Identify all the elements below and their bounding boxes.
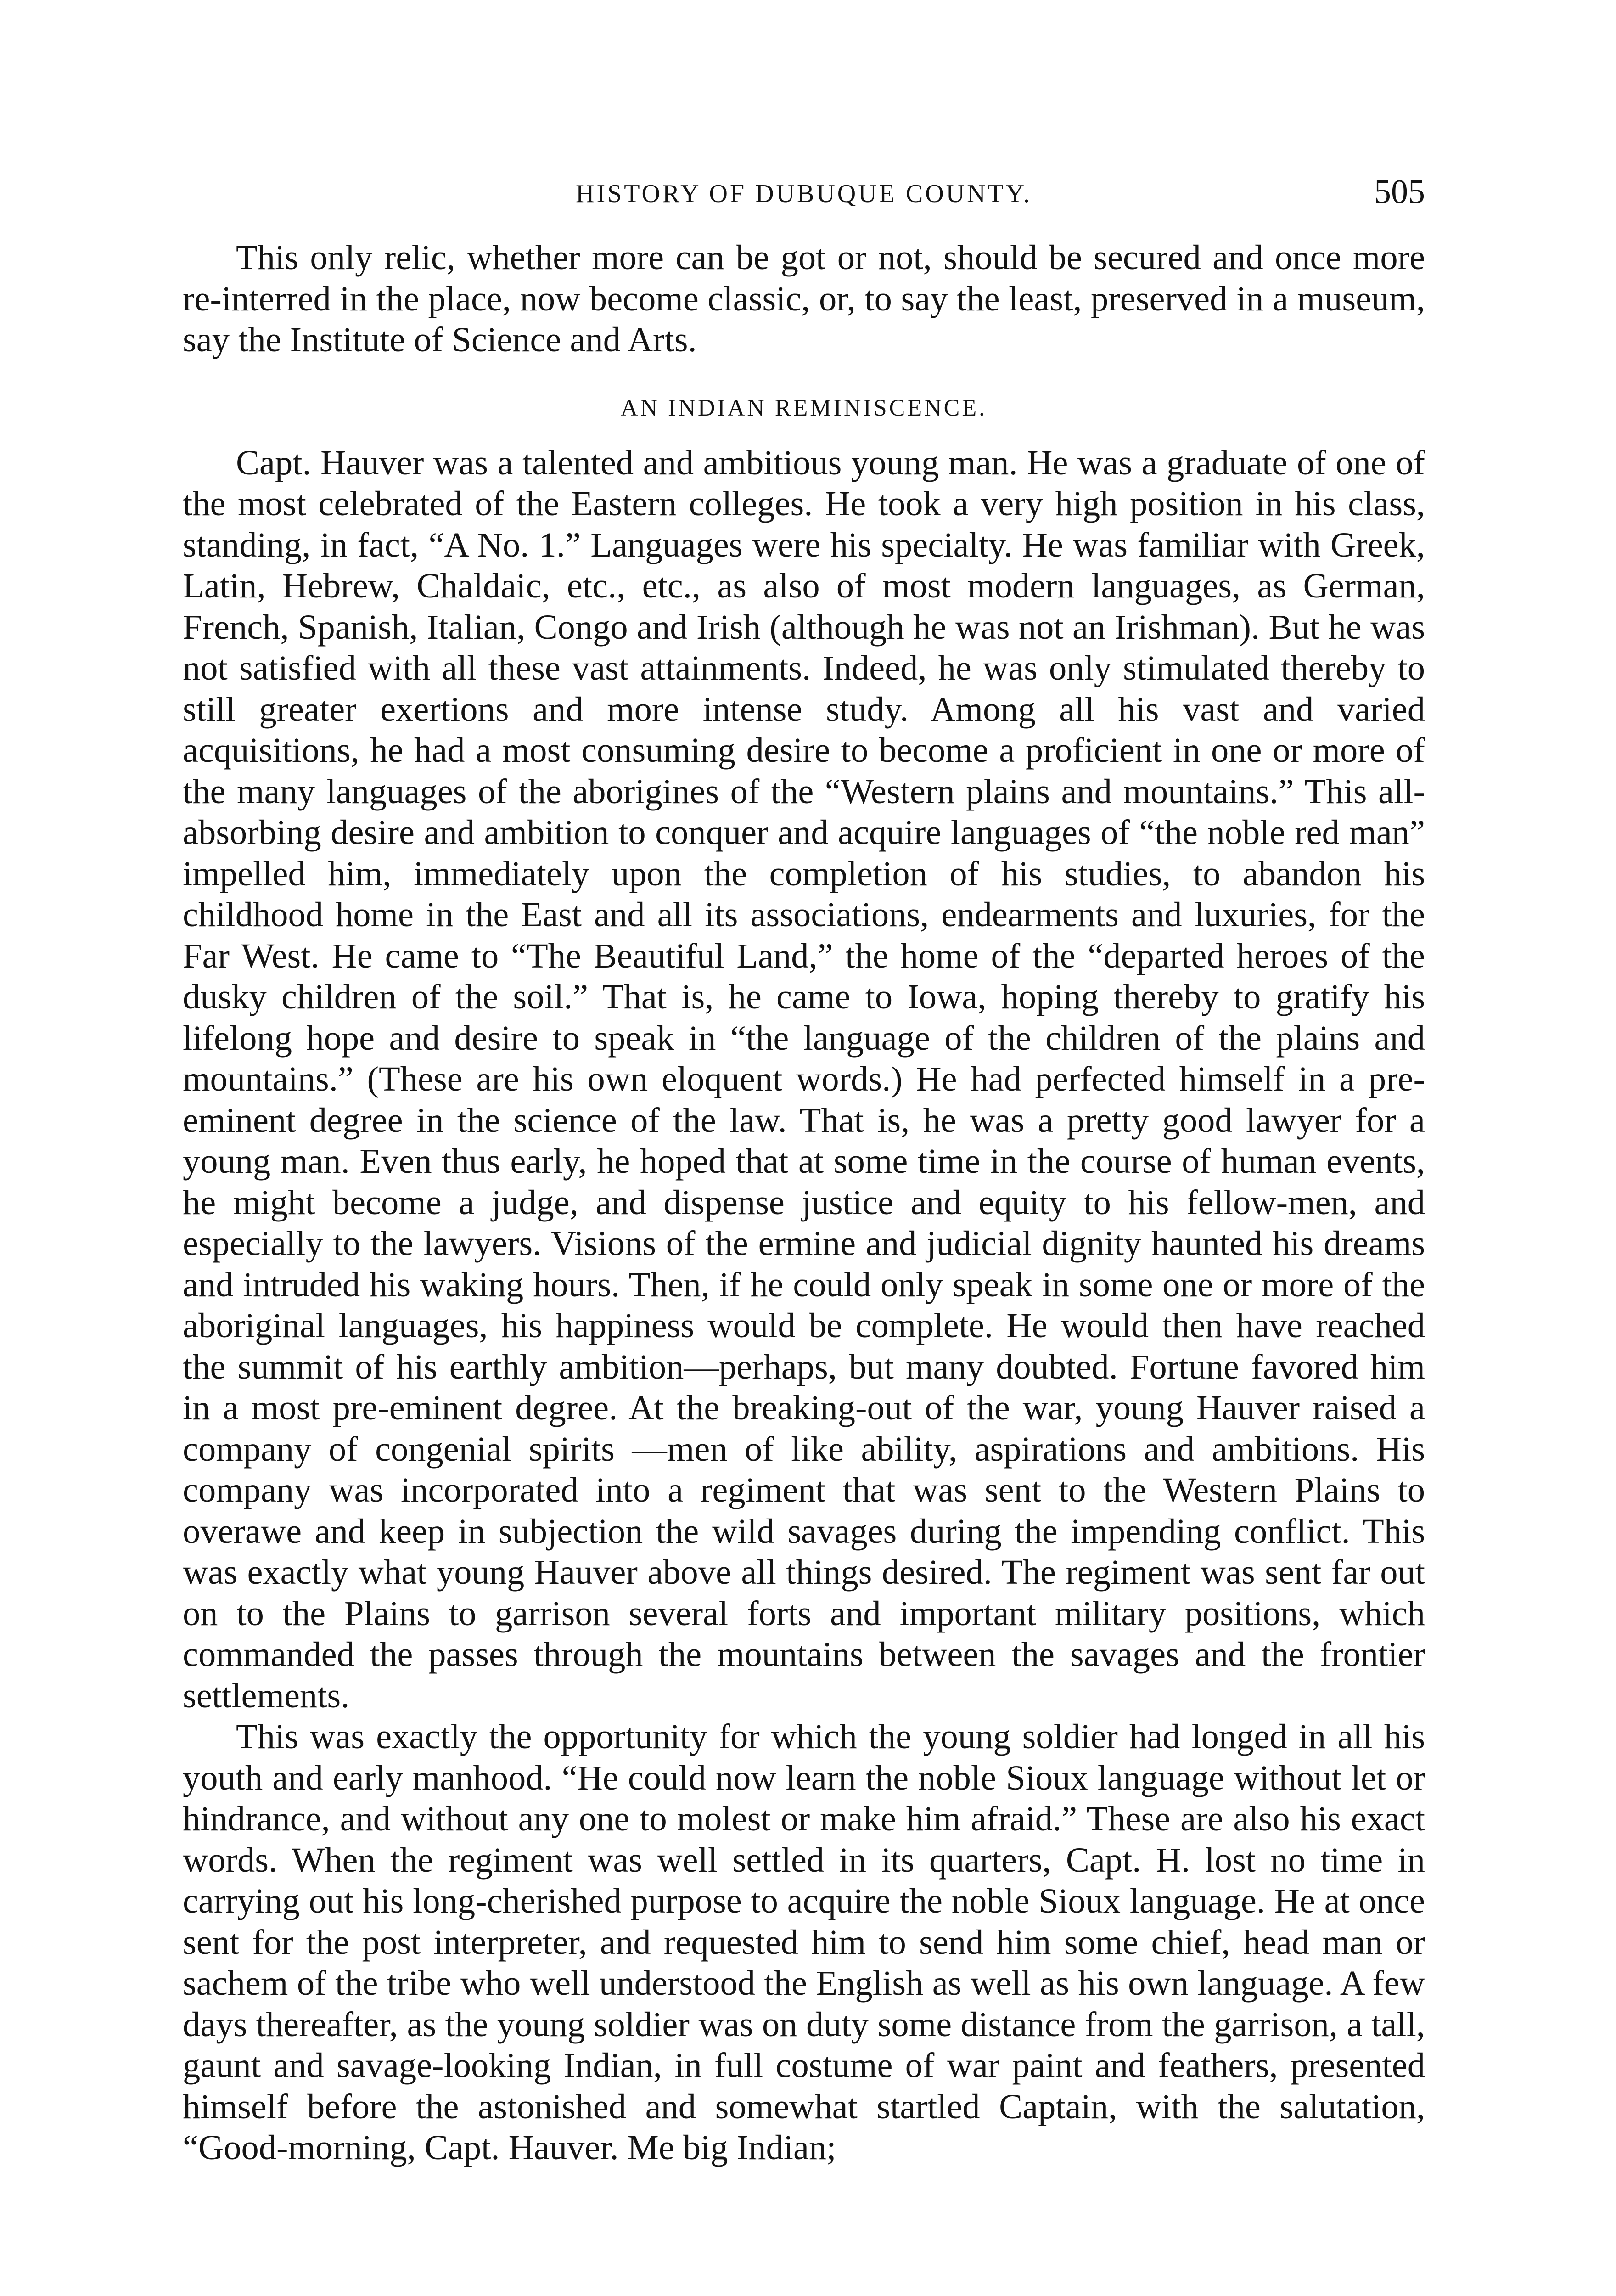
running-title: HISTORY OF DUBUQUE COUNTY. (576, 180, 1032, 208)
section-heading: AN INDIAN REMINISCENCE. (620, 394, 988, 421)
paragraph-relic: This only relic, whether more can be got or not, should be secured and once more re-interred in the place, now become classic, or, to say the least, preserved in a museum, say the Institute of Science and Arts. (183, 238, 1425, 359)
book-page (183, 174, 1425, 2168)
running-header (183, 174, 1425, 225)
page-number: 505 (1374, 173, 1425, 211)
paragraph-opportunity: This was exactly the opportunity for which the young soldier had longed in all his youth and early manhood. “He could now learn the noble Sioux language without let or hindrance, and without any one to molest or make him afraid.” These are also his exact words. When the regiment was well settled in its quarters, Capt. H. lost no time in carrying out his long-cherished purpose to acquire the noble Sioux language. He at once sent for the post interpreter, and requested him to send him some chief, head man or sachem of the tribe who well understood the English as well as his own language. A few days thereafter, as the young soldier was on duty some distance from the garrison, a tall, gaunt and savage-looking Indian, in full costume of war paint and feathers, presented himself before the astonished and somewhat startled Captain, with the salutation, “Good-morning, Capt. Hauver. Me big Indian; (183, 1717, 1425, 2167)
paragraph-capt-hauver: Capt. Hauver was a talented and ambitious young man. He was a graduate of one of the most celebrated of the Eastern colleges. He took a very high position in his class, standing, in fact, “A No. 1.” Languages were his specialty. He was familiar with Greek, Latin, Hebrew, Chaldaic, etc., etc., as also of most modern languages, as German, French, Spanish, Italian, Congo and Irish (although he was not an Irishman). But he was not satisfied with all these vast attainments. Indeed, he was only stimulated thereby to still greater exertions and more intense study. Among all his vast and varied acquisitions, he had a most consuming desire to become a proficient in one or more of the many languages of the aborigines of the “Western plains and mountains.” This all-absorbing desire and ambition to conquer and acquire languages of “the noble red man” impelled him, immediately upon the completion of his studies, to abandon his childhood home in the East and all its associations, endearments and luxuries, for the Far West. He came to “The Beautiful Land,” the home of the “departed heroes of the dusky children of the soil.” That is, he came to Iowa, hoping thereby to gratify his lifelong hope and desire to speak in “the language of the children of the plains and mountains.” (These are his own eloquent words.) He had perfected himself in a pre-eminent degree in the science of the law. That is, he was a pretty good lawyer for a young man. Even thus early, he hoped that at some time in the course of human events, he might become a judge, and dispense justice and equity to his fellow-men, and especially to the lawyers. Visions of the ermine and judicial dignity haunted his dreams and intruded his waking hours. Then, if he could only speak in some one or more of the aboriginal languages, his happiness would be complete. He would then have reached the summit of his earthly ambition—perhaps, but many doubted. Fortune favored him in a most pre-eminent degree. At the breaking-out of the war, young Hauver raised a company of congenial spirits —men of like ability, aspirations and ambitions. His company was incorporated into a regiment that was sent to the Western Plains to overawe and keep in subjection the wild savages during the impending conflict. This was exactly what young Hauver above all things desired. The regiment was sent far out on to the Plains to garrison several forts and important military positions, which commanded the passes through the mountains between the savages and the frontier settlements. (183, 443, 1425, 1715)
